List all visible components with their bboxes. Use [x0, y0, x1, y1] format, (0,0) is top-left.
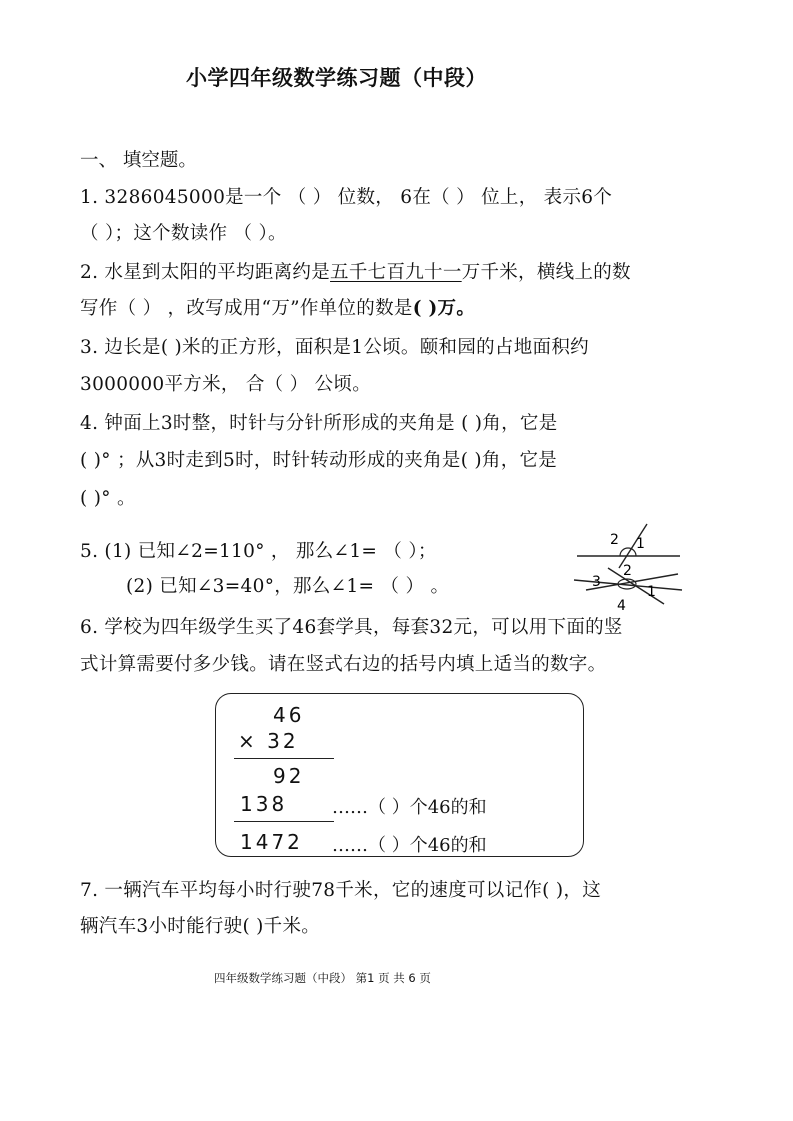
question-7-line-1: 7. 一辆汽车平均每小时行驶78千米，它的速度可以记作( )，这: [80, 880, 601, 901]
figure-1-label-2: 2: [610, 532, 619, 548]
question-2-text-a: 2. 水星到太阳的平均距离约是: [80, 262, 331, 283]
figure-2-label-1: 1: [647, 584, 656, 600]
figure-2-label-3: 3: [592, 574, 601, 590]
question-5-line-1: 5. (1) 已知∠2=110° ， 那么∠1= （ ）；: [80, 541, 437, 562]
question-3-line-1: 3. 边长是( )米的正方形，面积是1公顷。颐和园的占地面积约: [80, 337, 589, 358]
calc-partial-1: 92: [273, 764, 305, 788]
question-6-line-2: 式计算需要付多少钱。请在竖式右边的括号内填上适当的数字。: [80, 654, 607, 675]
question-4-line-2: ( )° ；从3时走到5时，时针转动形成的夹角是( )角，它是: [80, 450, 558, 471]
figure-2-label-2: 2: [623, 563, 632, 579]
figure-2-label-4: 4: [617, 598, 626, 614]
question-2-text-b: 万千米，横线上的数: [461, 262, 631, 283]
question-3-line-2: 3000000平方米， 合（ ） 公顷。: [80, 374, 372, 395]
question-2-text-d: ( )万。: [412, 298, 476, 319]
question-2-underlined-number: 五千七百九十一: [330, 262, 462, 283]
question-6-line-1: 6. 学校为四年级学生买了46套学具，每套32元，可以用下面的竖: [80, 617, 623, 638]
question-2-text-c: 写作（ ） ，改写成用“万”作单位的数是: [80, 298, 413, 319]
page-title: 小学四年级数学练习题（中段）: [186, 65, 487, 90]
calc-divider-2: [234, 821, 334, 822]
calc-partial-2: 138: [240, 792, 288, 816]
question-7-line-2: 辆汽车3小时能行驶( )千米。: [80, 916, 321, 937]
question-2-line-1: [80, 258, 631, 284]
question-1-line-2: （ ）；这个数读作 （ ）。: [80, 223, 287, 244]
calc-multiplier: × 32: [238, 729, 299, 753]
calc-multiplicand: 46: [273, 703, 305, 727]
question-2-line-2: [80, 294, 475, 320]
question-1-line-1: 1. 3286045000是一个 （ ） 位数， 6在（ ） 位上， 表示6个: [80, 187, 613, 208]
angle-figure: [572, 522, 684, 614]
question-4-line-1: 4. 钟面上3时整，时针与分针所形成的夹角是 ( )角，它是: [80, 413, 558, 434]
calc-note-1: ……（ ）个46的和: [332, 797, 487, 818]
question-5-line-2: (2) 已知∠3=40°，那么∠1= （ ） 。: [126, 576, 450, 597]
calc-divider-1: [234, 758, 334, 759]
figure-1-label-1: 1: [636, 536, 645, 552]
page-footer: 四年级数学练习题（中段） 第1 页 共 6 页: [214, 971, 431, 985]
calc-result: 1472: [240, 830, 303, 854]
question-4-line-3: ( )° 。: [80, 488, 136, 509]
calc-note-2: ……（ ）个46的和: [332, 835, 487, 856]
section-heading: 一、 填空题。: [80, 150, 197, 171]
